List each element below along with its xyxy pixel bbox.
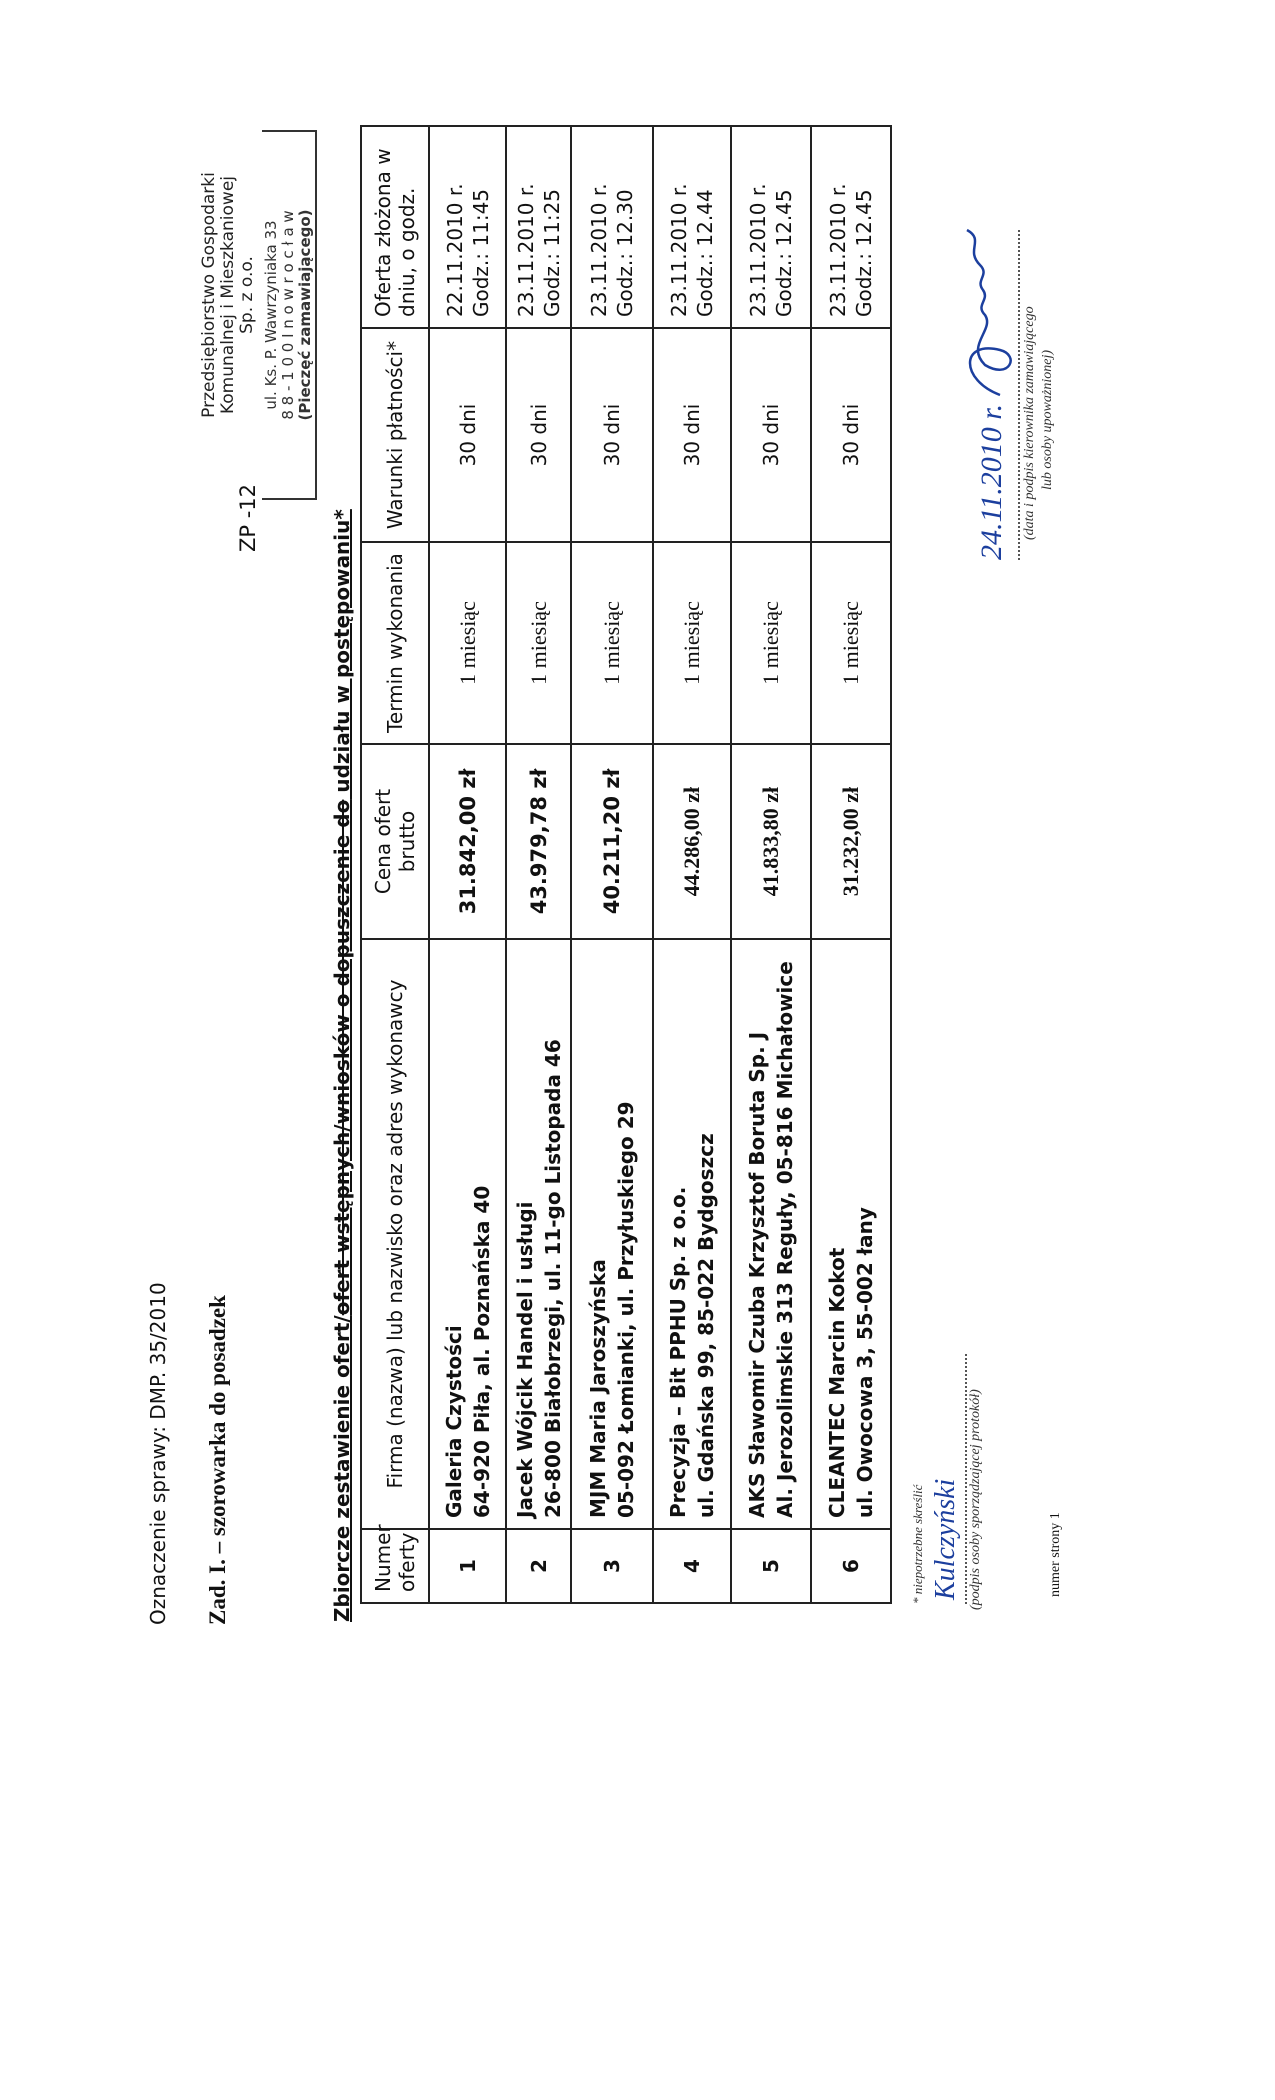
submitted-date: 23.11.2010 r. <box>513 183 538 317</box>
price: 31.232,00 zł <box>811 744 891 939</box>
offer-number: 6 <box>811 1529 891 1603</box>
offer-number: 5 <box>731 1529 811 1603</box>
completion-term: 1 miesiąc <box>429 542 506 744</box>
submitted-cell <box>429 126 506 328</box>
company-cell <box>731 939 811 1529</box>
form-code: ZP -12 <box>236 483 260 552</box>
header-number: Numer oferty <box>361 1529 429 1603</box>
header-submitted: Oferta złożona w dniu, o godz. <box>361 126 429 328</box>
company-name: CLEANTEC Marcin Kokot <box>825 1247 849 1518</box>
signature-caption: (podpis osoby sporządzającej protokół) <box>968 1389 983 1610</box>
title-struck-part: ofert wstępnych/wniosków o dopuszczenie do <box>330 799 354 1316</box>
payment-terms: 30 dni <box>811 328 891 542</box>
company-address: 64-920 Piła, al. Poznańska 40 <box>469 1185 494 1518</box>
title-part: Zbiorcze zestawienie ofert/ <box>330 1315 354 1622</box>
table-header-row <box>361 126 429 1603</box>
submitted-cell <box>506 126 571 328</box>
header-price: Cena ofert brutto <box>361 744 429 939</box>
offer-number: 2 <box>506 1529 571 1603</box>
signature-caption: lub osoby upoważnionej) <box>1040 350 1055 490</box>
submitted-time: Godz.: 12.45 <box>772 189 796 317</box>
submitted-date: 23.11.2010 r. <box>587 183 611 317</box>
company-address: ul. Gdańska 99, 85-022 Bydgoszcz <box>694 1133 718 1518</box>
price: 44.286,00 zł <box>653 744 731 939</box>
offer-number: 3 <box>571 1529 653 1603</box>
director-signature-date: 24.11.2010 r. <box>975 403 1008 560</box>
submitted-time: Godz.: 11:25 <box>539 188 564 317</box>
submitted-time: Godz.: 12.45 <box>852 189 876 317</box>
completion-term: 1 miesiąc <box>811 542 891 744</box>
organization-name <box>200 150 257 440</box>
company-name: Precyzja – Bit PPHU Sp. z o.o. <box>666 1186 690 1518</box>
submitted-time: Godz.: 12.30 <box>613 189 637 317</box>
completion-term: 1 miesiąc <box>571 542 653 744</box>
submitted-time: Godz.: 12.44 <box>693 189 717 317</box>
director-signature <box>955 220 1025 400</box>
completion-term: 1 miesiąc <box>653 542 731 744</box>
company-address: 05-092 Łomianki, ul. Przyłuskiego 29 <box>614 1101 638 1518</box>
company-name: MJM Maria Jaroszyńska <box>586 1259 610 1518</box>
title-part: udziału w postępowaniu* <box>330 509 354 800</box>
company-address: Al. Jerozolimskie 313 Reguły, 05-816 Michałowice <box>773 961 797 1518</box>
submitted-time: Godz.: 11:45 <box>468 188 493 317</box>
org-line: Przedsiębiorstwo Gospodarki <box>199 172 219 418</box>
submitted-date: 23.11.2010 r. <box>746 183 770 317</box>
company-name: Jacek Wójcik Handel i usługi <box>512 1201 537 1518</box>
price: 31.842,00 zł <box>429 744 506 939</box>
company-name: AKS Sławomir Czuba Krzysztof Boruta Sp. J <box>745 1031 769 1518</box>
org-line: Sp. z o.o. <box>237 256 257 334</box>
page-number: numer strony 1 <box>1048 1512 1063 1597</box>
org-line: Komunalnej i Mieszkaniowej <box>218 175 238 415</box>
payment-terms: 30 dni <box>506 328 571 542</box>
submitted-cell <box>653 126 731 328</box>
price: 41.833,80 zł <box>731 744 811 939</box>
price: 43.979,78 zł <box>506 744 571 939</box>
table-row <box>429 126 506 1603</box>
offer-number: 1 <box>429 1529 506 1603</box>
company-name: Galeria Czystości <box>441 1325 466 1518</box>
payment-terms: 30 dni <box>731 328 811 542</box>
offer-number: 4 <box>653 1529 731 1603</box>
stamp-line: 8 8 - 1 0 0 I n o w r o c ł a w <box>279 210 297 420</box>
offers-table <box>360 125 892 1604</box>
company-cell <box>429 939 506 1529</box>
header-payment: Warunki płatności* <box>361 328 429 542</box>
table-row <box>653 126 731 1603</box>
table-row <box>506 126 571 1603</box>
table-title <box>330 509 354 1622</box>
payment-terms: 30 dni <box>429 328 506 542</box>
submitted-date: 22.11.2010 r. <box>442 183 467 317</box>
submitted-date: 23.11.2010 r. <box>667 183 691 317</box>
table-row <box>811 126 891 1603</box>
stamp-line: ul. Ks. P. Wawrzyniaka 33 <box>262 220 280 410</box>
task-title: Zad. I. – szorowarka do posadzek <box>205 1295 230 1625</box>
footnote: * niepotrzebne skreślić <box>910 1484 925 1604</box>
header-term: Termin wykonania <box>361 542 429 744</box>
submitted-cell <box>731 126 811 328</box>
table-row <box>731 126 811 1603</box>
company-address: ul. Owocowa 3, 55-002 łany <box>853 1207 877 1518</box>
table-row <box>571 126 653 1603</box>
case-number: Oznaczenie sprawy: DMP. 35/2010 <box>146 1282 170 1625</box>
company-cell <box>811 939 891 1529</box>
company-cell <box>506 939 571 1529</box>
author-signature: Kulczyński <box>930 1478 961 1600</box>
signature-line <box>1018 230 1020 560</box>
completion-term: 1 miesiąc <box>506 542 571 744</box>
header-company: Firma (nazwa) lub nazwisko oraz adres wykonawcy <box>361 939 429 1529</box>
signature-caption: (data i podpis kierownika zamawiającego <box>1022 306 1037 540</box>
company-address: 26-800 Białobrzegi, ul. 11-go Listopada 46 <box>540 1039 565 1518</box>
price: 40.211,20 zł <box>571 744 653 939</box>
submitted-cell <box>571 126 653 328</box>
payment-terms: 30 dni <box>571 328 653 542</box>
submitted-cell <box>811 126 891 328</box>
submitted-date: 23.11.2010 r. <box>826 183 850 317</box>
stamp-line: (Pieczęć zamawiającego) <box>296 209 314 421</box>
completion-term: 1 miesiąc <box>731 542 811 744</box>
payment-terms: 30 dni <box>653 328 731 542</box>
stamp-box <box>262 130 317 500</box>
signature-line <box>965 1354 967 1604</box>
company-cell <box>653 939 731 1529</box>
company-cell <box>571 939 653 1529</box>
